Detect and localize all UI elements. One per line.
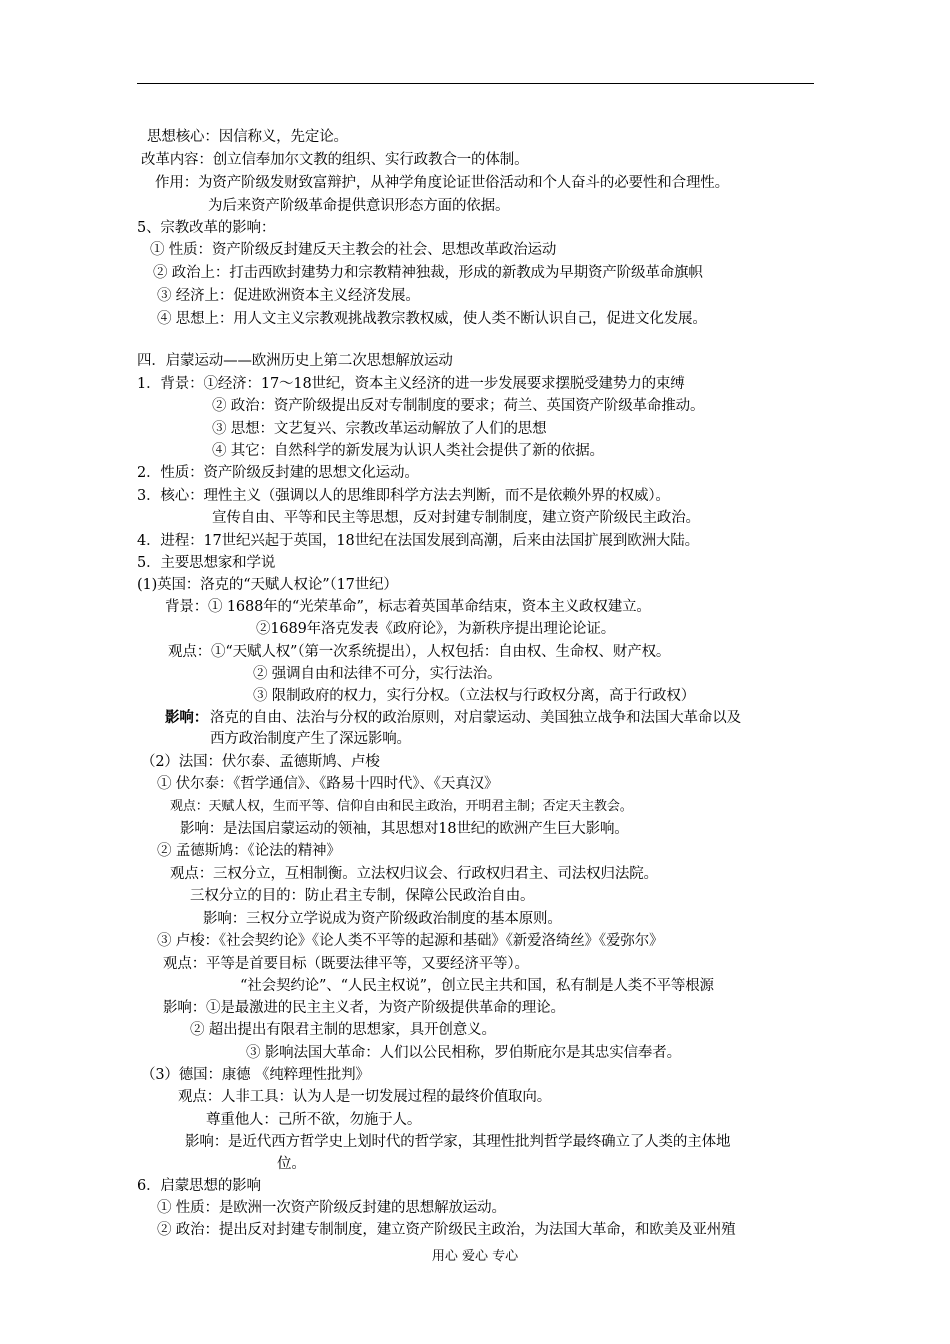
text-line: “社会契约论”、“人民主权说”，创立民主共和国，私有制是人类不平等根源 [240, 978, 714, 994]
text-line: 观点：人非工具：认为人是一切发展过程的最终价值取向。 [178, 1089, 552, 1105]
text-line: ② 政治：提出反对封建专制制度，建立资产阶级民主政治，为法国大革命，和欧美及亚州殖 [157, 1222, 736, 1238]
text-line: ④ 其它：自然科学的新发展为认识人类社会提供了新的依据。 [212, 443, 604, 459]
text-line: 影响：三权分立学说成为资产阶级政治制度的基本原则。 [203, 911, 562, 927]
text-line: 影响：①是最激进的民主主义者，为资产阶级提供革命的理论。 [163, 1000, 565, 1016]
header-rule [137, 83, 814, 84]
text-line: (1)英国：洛克的“天赋人权论”（17世纪） [137, 577, 398, 593]
text-line: 观点：平等是首要目标（既要法律平等，又要经济平等）。 [163, 956, 529, 972]
text-line: ③ 影响法国大革命：人们以公民相称，罗伯斯庇尔是其忠实信奉者。 [246, 1045, 681, 1061]
text-line: ② 强调自由和法律不可分，实行法治。 [253, 666, 502, 682]
text-line: 影响：是近代西方哲学史上划时代的哲学家，其理性批判哲学最终确立了人类的主体地 [185, 1134, 731, 1150]
text-line: 2．性质：资产阶级反封建的思想文化运动。 [137, 465, 419, 481]
text-line: 宣传自由、平等和民主等思想，反对封建专制制度，建立资产阶级民主政治。 [212, 510, 700, 526]
text-line: ② 超出提出有限君主制的思想家，具开创意义。 [190, 1022, 496, 1038]
text-line: ③ 思想：文艺复兴、宗教改革运动解放了人们的思想 [212, 421, 547, 437]
text-line: （3）德国：康德 《纯粹理性批判》 [141, 1067, 370, 1083]
text-line: 位。 [277, 1156, 306, 1172]
text-line: ① 性质：是欧洲一次资产阶级反封建的思想解放运动。 [157, 1200, 506, 1216]
section-heading: 5．主要思想家和学说 [137, 555, 276, 571]
section-heading: 四．启蒙运动——欧洲历史上第二次思想解放运动 [137, 353, 453, 369]
section-heading: 5、宗教改革的影响： [137, 220, 276, 236]
text-line: ③ 卢梭：《社会契约论》《论人类不平等的起源和基础》《新爱洛绮丝》《爱弥尔》 [157, 933, 664, 949]
text-line: 4．进程：17世纪兴起于英国，18世纪在法国发展到高潮，后来由法国扩展到欧洲大陆。 [137, 533, 699, 549]
text-line: 影响：是法国启蒙运动的领袖，其思想对18世纪的欧洲产生巨大影响。 [180, 821, 629, 837]
text-line: 背景：① 1688年的“光荣革命”，标志着英国革命结束，资本主义政权建立。 [165, 599, 651, 615]
influence-label: 影响： [165, 709, 209, 726]
text-line: ② 政治：资产阶级提出反对专制制度的要求；荷兰、英国资产阶级革命推动。 [212, 398, 705, 414]
text-line: ② 孟德斯鸠：《论法的精神》 [157, 843, 341, 859]
page-footer: 用心 爱心 专心 [431, 1249, 519, 1264]
text-line: 西方政治制度产生了深远影响。 [210, 731, 411, 747]
text-line: 尊重他人：己所不欲，勿施于人。 [206, 1112, 422, 1128]
section-heading: 6．启蒙思想的影响 [137, 1178, 261, 1194]
text-line: 作用：为资产阶级发财致富辩护，从神学角度论证世俗活动和个人奋斗的必要性和合理性。 [155, 175, 729, 191]
text-line: 观点：①“天赋人权”（第一次系统提出），人权包括：自由权、生命权、财产权。 [168, 644, 671, 660]
text-line: 3．核心：理性主义（强调以人的思维即科学方法去判断，而不是依赖外界的权威）。 [137, 488, 670, 504]
text-line: 改革内容：创立信奉加尔文教的组织、实行政教合一的体制。 [141, 152, 529, 168]
text-line: ②1689年洛克发表《政府论》，为新秩序提出理论论证。 [256, 621, 616, 637]
text-line: 1．背景：①经济：17～18世纪，资本主义经济的进一步发展要求摆脱受建势力的束缚 [137, 376, 685, 392]
text-line: 三权分立的目的：防止君主专制，保障公民政治自由。 [190, 888, 535, 904]
text-line: 为后来资产阶级革命提供意识形态方面的依据。 [208, 198, 510, 214]
text-line: ② 政治上：打击西欧封建势力和宗教精神独裁，形成的新教成为早期资产阶级革命旗帜 [153, 265, 703, 281]
text-line: （2）法国：伏尔泰、孟德斯鸠、卢梭 [141, 754, 380, 770]
text-line: 洛克的自由、法治与分权的政治原则，对启蒙运动、美国独立战争和法国大革命以及 [210, 710, 741, 726]
text-line: ① 伏尔泰：《哲学通信》、《路易十四时代》、《天真汉》 [157, 776, 499, 792]
text-line: ④ 思想上：用人文主义宗教观挑战教宗教权威，使人类不断认识自己，促进文化发展。 [157, 311, 707, 327]
text-line: 观点：天赋人权，生而平等、信仰自由和民主政治，开明君主制；否定天主教会。 [170, 799, 633, 814]
text-line: ① 性质：资产阶级反封建反天主教会的社会、思想改革政治运动 [150, 242, 557, 258]
text-line: 思想核心：因信称义，先定论。 [147, 129, 348, 145]
text-line: ③ 限制政府的权力，实行分权。（立法权与行政权分离，高于行政权） [253, 688, 696, 704]
text-line: 观点：三权分立，互相制衡。立法权归议会、行政权归君主、司法权归法院。 [170, 866, 658, 882]
text-line: ③ 经济上：促进欧洲资本主义经济发展。 [157, 288, 420, 304]
